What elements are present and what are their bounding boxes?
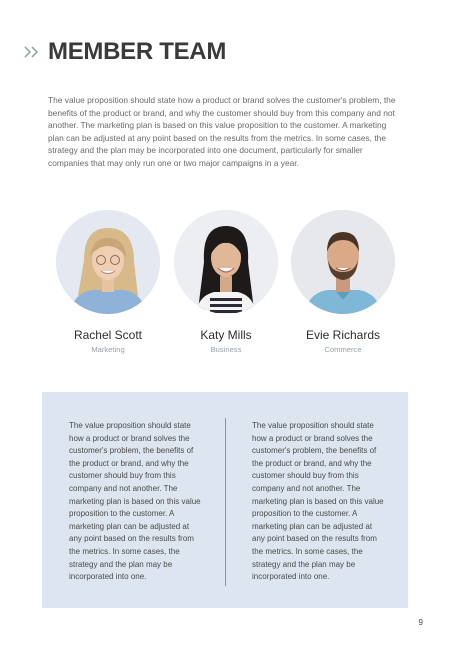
member-role: Marketing [91,345,125,354]
page-header [24,38,226,66]
page-title: MEMBER TEAM [48,38,227,65]
member-role: Business [210,345,242,354]
member-name: Evie Richards [305,328,381,342]
text-box [42,392,408,608]
member-card [56,210,160,354]
member-photo [56,210,160,314]
member-photo [174,210,278,314]
column-divider [225,418,226,586]
member-name: Rachel Scott [73,328,143,342]
text-column-left: The value proposition should state how a product or brand solves the customer's problem, the benefits of the product or brand, and why the customer should buy from this company and not another. The marketing plan is based on this value proposition to the customer. A marketing plan can be adjusted at any point based on the results from the metrics. In some cases, the strategy and the plan may be incorporated into one. [69,421,201,582]
intro-paragraph: The value proposition should state how a product or brand solves the customer's problem, the benefits of the product or brand, and why the customer should buy from this company and not another. The marketing plan is based on this value proposition to the customer. A marketing plan can be adjusted at any point based on the results from the metrics. In some cases, the strategy and the plan may be incorporated into one document, particularly for smaller companies that may only run one or two major campaigns in a year. [48,95,396,168]
member-role: Commerce [324,345,362,354]
page-number: 9 [418,618,423,627]
member-name: Katy Mills [200,328,252,342]
member-photo [291,210,395,314]
member-card [174,210,278,354]
text-column-right: The value proposition should state how a product or brand solves the customer's problem, the benefits of the product or brand, and why the customer should buy from this company and not another. The marketing plan is based on this value proposition to the customer. A marketing plan can be adjusted at any point based on the results from the metrics. In some cases, the strategy and the plan may be incorporated into one. [252,421,384,582]
member-card [291,210,395,354]
double-chevron-right-icon [24,46,40,58]
